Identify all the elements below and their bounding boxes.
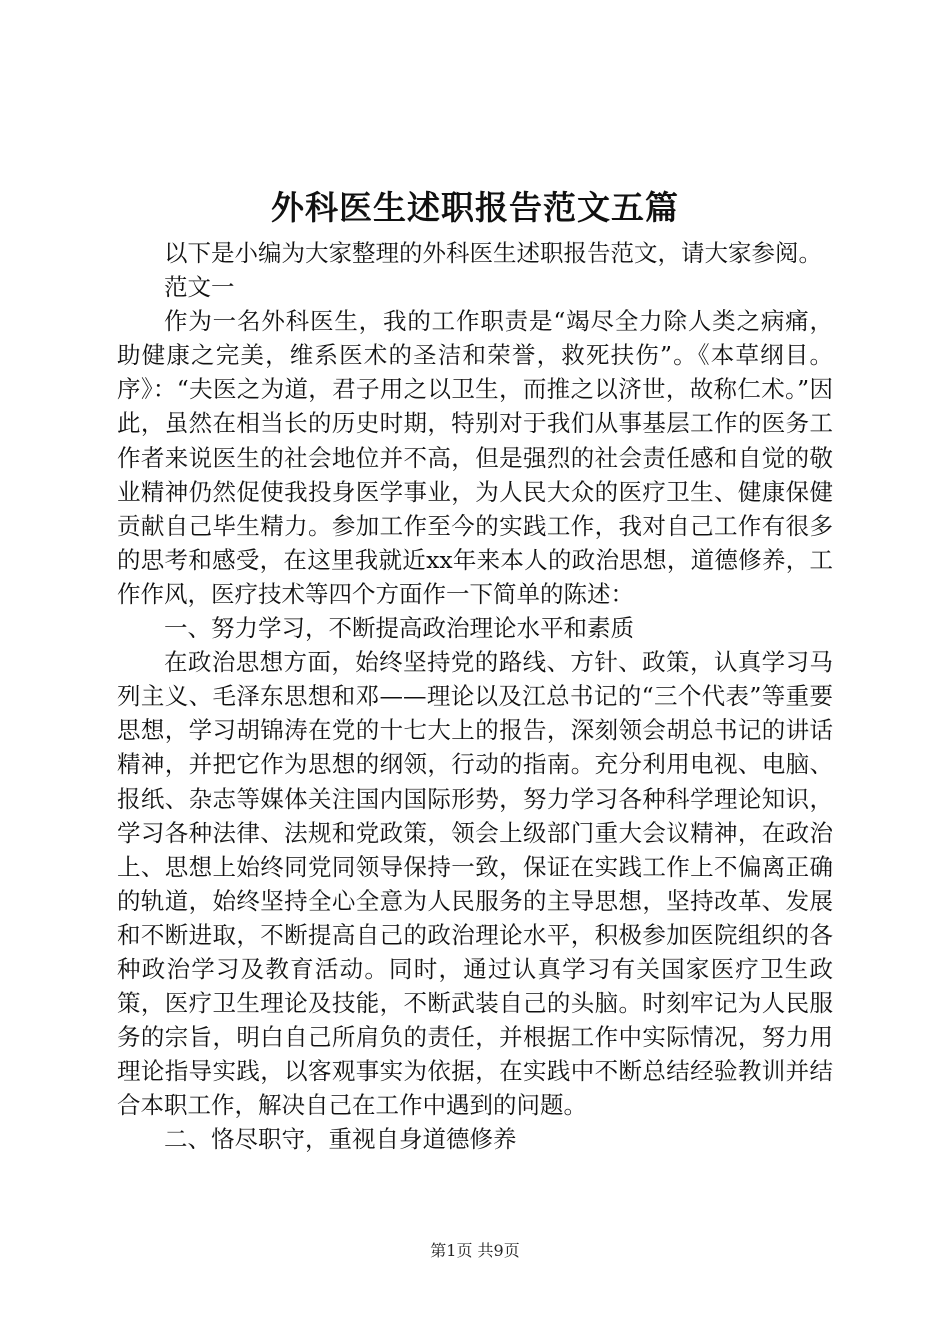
section-heading: 一、努力学习，不断提高政治理论水平和素质 <box>164 614 634 643</box>
document-title: 外科医生述职报告范文五篇 <box>271 188 679 227</box>
body-paragraph: 作为一名外科医生，我的工作职责是“竭尽全力除人类之病痛，助健康之完美，维系医术的圣洁和荣誉，救死扶伤”。《本草纲目。序》：“夫医之为道，君子用之以卫生，而推之以济世，故称仁术。”因此，虽然在相当长的历史时期，特别对于我们从事基层工作的医务工作者来说医生的社会地位并不高，但是强烈的社会责任感和自觉的敬业精神仍然促使我投身医学事业，为人民大众的医疗卫生、健康保健贡献自己毕生精力。参加工作至今的实践工作，我对自己工作有很多的思考和感受，在这里我就近xx年来本人的政治思想，道德修养，工作作风，医疗技术等四个方面作一下简单的陈述： <box>117 307 833 608</box>
body-paragraph: 在政治思想方面，始终坚持党的路线、方针、政策，认真学习马列主义、毛泽东思想和邓——理论以及江总书记的“三个代表”等重要思想，学习胡锦涛在党的十七大上的报告，深刻领会胡总书记的讲话精神，并把它作为思想的纲领，行动的指南。充分利用电视、电脑、报纸、杂志等媒体关注国内国际形势，努力学习各种科学理论知识，学习各种法律、法规和党政策，领会上级部门重大会议精神，在政治上、思想上始终同党同领导保持一致，保证在实践工作上不偏离正确的轨道，始终坚持全心全意为人民服务的主导思想，坚持改革、发展和不断进取，不断提高自己的政治理论水平，积极参加医院组织的各种政治学习及教育活动。同时，通过认真学习有关国家医疗卫生政策，医疗卫生理论及技能，不断武装自己的头脑。时刻牢记为人民服务的宗旨，明白自己所肩负的责任，并根据工作中实际情况，努力用理论指导实践，以客观事实为依据，在实践中不断总结经验教训并结合本职工作，解决自己在工作中遇到的问题。 <box>117 648 833 1120</box>
intro-paragraph: 以下是小编为大家整理的外科医生述职报告范文，请大家参阅。 <box>164 239 822 267</box>
section-heading: 二、恪尽职守，重视自身道德修养 <box>164 1125 517 1154</box>
document-body <box>117 236 833 1157</box>
page-number-footer: 第1页 共9页 <box>430 1241 520 1260</box>
section-heading-sample-one: 范文一 <box>164 273 235 302</box>
